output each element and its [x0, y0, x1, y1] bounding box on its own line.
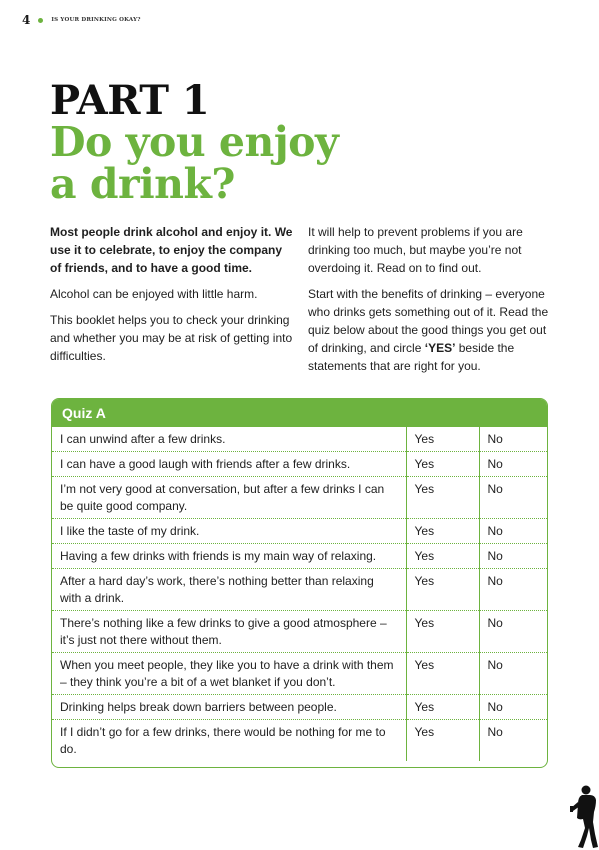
intro-paragraph-1: Alcohol can be enjoyed with little harm.: [50, 287, 258, 301]
yes-option[interactable]: Yes: [406, 720, 479, 762]
page-title-line2: a drink?: [50, 160, 235, 208]
quiz-statement: If I didn’t go for a few drinks, there would be nothing for me to do.: [60, 725, 386, 756]
page-title: [50, 118, 410, 208]
instruction-text-start: Start with the benefits of drinking – everyone who drinks gets something out of it. Read the quiz below about the good things you get out of drinking, and circle: [308, 287, 549, 355]
running-title: IS YOUR DRINKING OKAY?: [51, 17, 141, 23]
no-option[interactable]: No: [479, 720, 547, 762]
quiz-statement: I like the taste of my drink.: [52, 519, 406, 544]
no-option[interactable]: No: [479, 427, 547, 452]
quiz-title: Quiz A: [52, 399, 547, 427]
no-option[interactable]: No: [479, 477, 547, 519]
table-row: [52, 695, 547, 720]
table-row: [52, 569, 547, 611]
quiz-a-box: [51, 398, 548, 768]
part-heading: PART 1: [50, 77, 210, 124]
yes-option[interactable]: Yes: [406, 569, 479, 611]
yes-option[interactable]: Yes: [406, 695, 479, 720]
table-row: [52, 611, 547, 653]
table-row: [52, 452, 547, 477]
left-column: [50, 223, 294, 373]
intro-paragraph-3: It will help to prevent problems if you are drinking too much, but maybe you’re not overdoing it. Read on to find out.: [308, 225, 523, 275]
no-option[interactable]: No: [479, 653, 547, 695]
yes-option[interactable]: Yes: [406, 653, 479, 695]
table-row: [52, 427, 547, 452]
bullet-dot-icon: [38, 18, 43, 23]
quiz-statement: When you meet people, they like you to have a drink with them – they think you’re a bit of a wet blanket if you don’t.: [52, 653, 406, 695]
yes-option[interactable]: Yes: [406, 544, 479, 569]
page-title-line1: Do you enjoy: [50, 118, 339, 166]
no-option[interactable]: No: [479, 569, 547, 611]
yes-option[interactable]: Yes: [406, 452, 479, 477]
quiz-statement: Drinking helps break down barriers between people.: [52, 695, 406, 720]
no-option[interactable]: No: [479, 519, 547, 544]
yes-option[interactable]: Yes: [406, 477, 479, 519]
quiz-statement: Having a few drinks with friends is my main way of relaxing.: [52, 544, 406, 569]
page-number: 4: [22, 13, 31, 27]
lead-paragraph: Most people drink alcohol and enjoy it. We use it to celebrate, to enjoy the company of friends, and to have a good time.: [50, 225, 293, 275]
table-row: [52, 653, 547, 695]
no-option[interactable]: No: [479, 695, 547, 720]
yes-option[interactable]: Yes: [406, 427, 479, 452]
table-row: [52, 477, 547, 519]
quiz-statement: I can unwind after a few drinks.: [52, 427, 406, 452]
right-column: [308, 223, 553, 383]
no-option[interactable]: No: [479, 452, 547, 477]
intro-paragraph-2: This booklet helps you to check your drinking and whether you may be at risk of getting into difficulties.: [50, 313, 293, 363]
instruction-emphasis: ‘YES’: [424, 341, 456, 355]
person-drinking-silhouette-icon: [569, 784, 599, 850]
table-row: [52, 519, 547, 544]
quiz-statement: I’m not very good at conversation, but after a few drinks I can be quite good company.: [52, 477, 406, 519]
no-option[interactable]: No: [479, 544, 547, 569]
quiz-statement: After a hard day’s work, there’s nothing better than relaxing with a drink.: [52, 569, 406, 611]
instruction-text-end: beside the statements that are right for you.: [308, 341, 515, 373]
quiz-table: [52, 427, 547, 761]
no-option[interactable]: No: [479, 611, 547, 653]
quiz-statement: There’s nothing like a few drinks to give a good atmosphere – it’s just not there without them.: [52, 611, 406, 653]
instruction-paragraph: [308, 285, 553, 375]
table-row: [52, 720, 547, 762]
yes-option[interactable]: Yes: [406, 611, 479, 653]
running-head: [22, 13, 141, 27]
table-row: [52, 544, 547, 569]
yes-option[interactable]: Yes: [406, 519, 479, 544]
quiz-statement: I can have a good laugh with friends after a few drinks.: [52, 452, 406, 477]
